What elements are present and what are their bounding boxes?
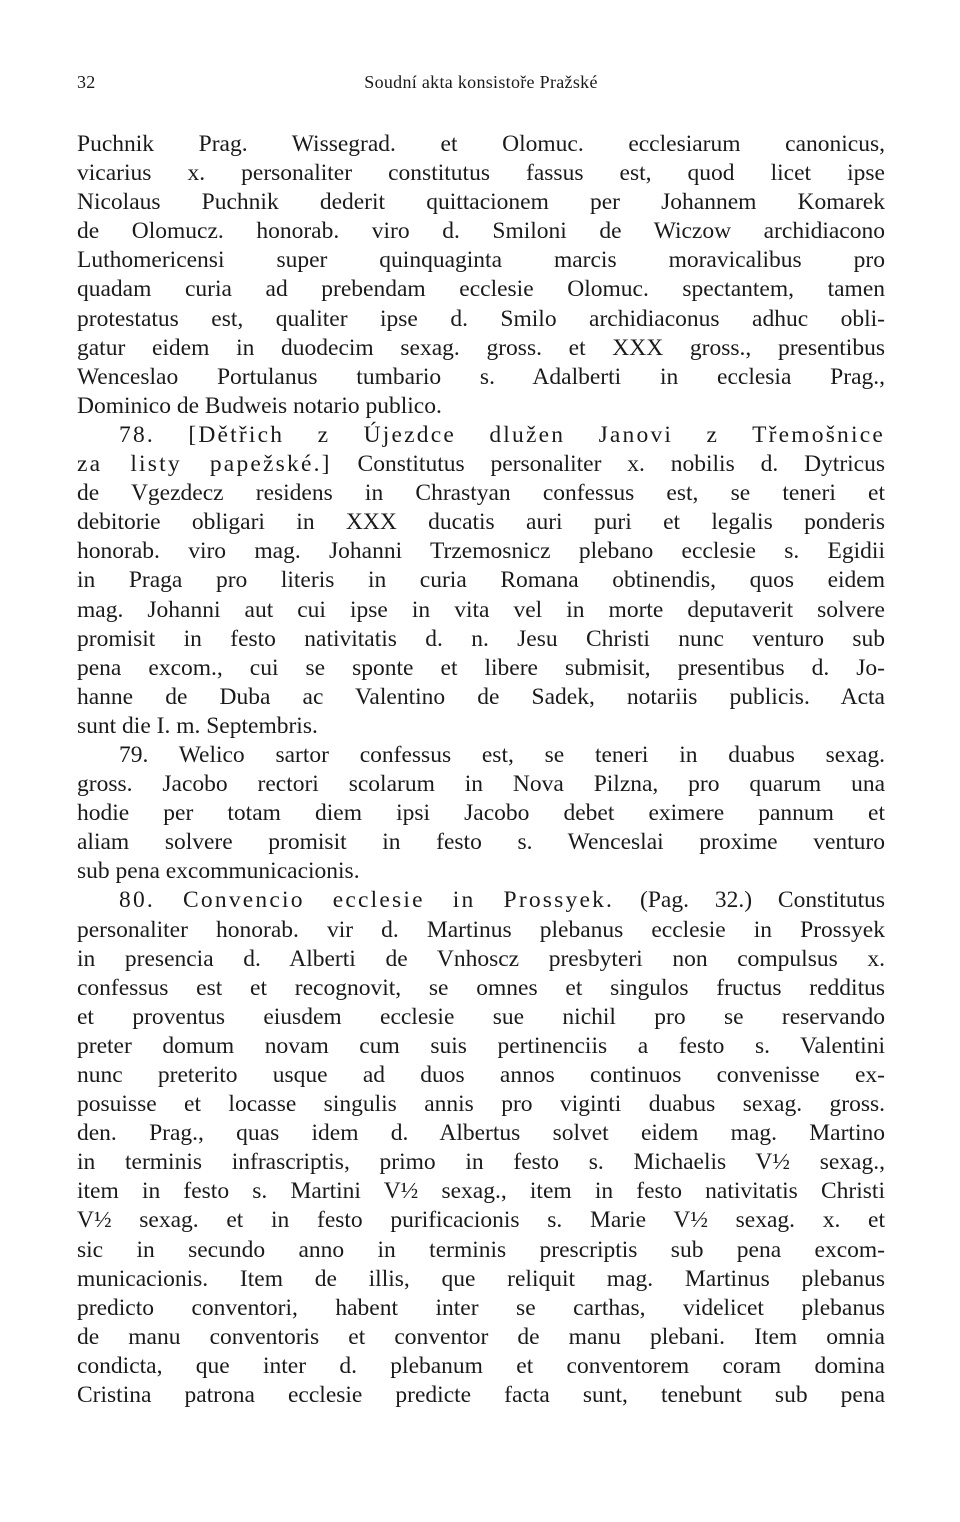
text-line bbox=[77, 217, 885, 246]
text-line bbox=[77, 508, 885, 537]
text-line bbox=[77, 916, 885, 945]
text-line bbox=[77, 334, 885, 363]
text-line bbox=[77, 1090, 885, 1119]
text-line bbox=[77, 363, 885, 392]
text-line bbox=[77, 450, 885, 479]
line-text: Dominico de Budweis notario publico. bbox=[77, 392, 442, 419]
text-line bbox=[77, 1323, 885, 1352]
text-line bbox=[77, 275, 885, 304]
text-line bbox=[77, 188, 885, 217]
line-text: (Pag. 32.) Constitutus bbox=[614, 887, 885, 914]
line-text: Puchnik Prag. Wissegrad. et Olomuc. ecclesiarum canonicus, bbox=[77, 131, 885, 157]
text-line bbox=[77, 392, 885, 421]
text-line bbox=[77, 1061, 885, 1090]
line-text: V½ sexag. et in festo purificacionis s. Marie V½ sexag. x. et bbox=[77, 1207, 885, 1234]
text-line bbox=[77, 770, 885, 799]
line-text: de manu conventoris et conventor de manu plebani. Item omnia bbox=[77, 1323, 885, 1350]
line-text: sunt die I. m. Septembris. bbox=[77, 712, 318, 739]
text-line bbox=[77, 1148, 885, 1177]
text-line bbox=[77, 799, 885, 828]
text-line bbox=[77, 1119, 885, 1148]
line-text: mag. Johanni aut cui ipse in vita vel in morte deputaverit solvere bbox=[77, 596, 885, 623]
line-text: condicta, que inter d. plebanum et conventorem coram domina bbox=[77, 1352, 885, 1379]
line-text: in presencia d. Alberti de Vnhoscz presbyteri non compulsus x. bbox=[77, 945, 885, 972]
line-text: personaliter honorab. vir d. Martinus plebanus ecclesie in Prossyek bbox=[77, 916, 885, 943]
line-text: Wenceslao Portulanus tumbario s. Adalberti in ecclesia Prag., bbox=[77, 363, 885, 390]
text-line bbox=[77, 596, 885, 625]
text-line bbox=[77, 654, 885, 683]
line-text: nunc preterito usque ad duos annos continuos convenisse ex- bbox=[77, 1062, 885, 1088]
line-text: 78. [Dětřich z Újezdce dlužen Janovi z Třemošnice bbox=[119, 421, 885, 448]
text-line bbox=[77, 1206, 885, 1235]
line-text: Nicolaus Puchnik dederit quittacionem per Johannem Komarek bbox=[77, 189, 885, 216]
line-text: et proventus eiusdem ecclesie sue nichil pro se reservando bbox=[77, 1003, 885, 1030]
line-text: hanne de Duba ac Valentino de Sadek, notariis publicis. Acta bbox=[77, 683, 885, 710]
text-line bbox=[77, 828, 885, 857]
body-text bbox=[77, 130, 885, 1410]
text-line bbox=[77, 1294, 885, 1323]
line-text: aliam solvere promisit in festo s. Wenceslai proxime venturo bbox=[77, 829, 885, 856]
text-line bbox=[77, 305, 885, 334]
text-line bbox=[77, 1381, 885, 1410]
text-line bbox=[77, 945, 885, 974]
line-text: confessus est et recognovit, se omnes et singulos fructus redditus bbox=[77, 974, 885, 1001]
text-line bbox=[77, 857, 885, 886]
text-line bbox=[77, 421, 885, 450]
text-line bbox=[77, 683, 885, 712]
text-line bbox=[77, 1032, 885, 1061]
line-text: pena excom., cui se sponte et libere submisit, presentibus d. Jo- bbox=[77, 654, 885, 681]
text-line bbox=[77, 741, 885, 770]
line-text: in Praga pro literis in curia Romana obtinendis, quos eidem bbox=[77, 567, 885, 594]
line-text: hodie per totam diem ipsi Jacobo debet eximere pannum et bbox=[77, 800, 885, 827]
line-text: de Vgezdecz residens in Chrastyan confessus est, se teneri et bbox=[77, 480, 885, 507]
line-text: 79. Welico sartor confessus est, se teneri in duabus sexag. bbox=[119, 741, 885, 768]
line-text: den. Prag., quas idem d. Albertus solvet eidem mag. Martino bbox=[77, 1120, 885, 1147]
text-line bbox=[77, 625, 885, 654]
page-number: 32 bbox=[77, 72, 96, 92]
line-text: honorab. viro mag. Johanni Trzemosnicz plebano ecclesie s. Egidii bbox=[77, 538, 885, 565]
text-line bbox=[77, 1177, 885, 1206]
line-text: Luthomericensi super quinquaginta marcis moravicalibus pro bbox=[77, 247, 885, 274]
text-line bbox=[77, 159, 885, 188]
line-text: gross. Jacobo rectori scolarum in Nova Pilzna, pro quarum una bbox=[77, 771, 885, 798]
running-title: Soudní akta konsistoře Pražské bbox=[364, 72, 598, 92]
text-line bbox=[77, 1003, 885, 1032]
text-line bbox=[77, 1236, 885, 1265]
line-text: protestatus est, qualiter ipse d. Smilo archidiaconus adhuc obli- bbox=[77, 305, 885, 332]
text-line bbox=[77, 130, 885, 159]
line-text: gatur eidem in duodecim sexag. gross. et XXX gross., presentibus bbox=[77, 334, 885, 361]
line-text: item in festo s. Martini V½ sexag., item in festo nativitatis Christi bbox=[77, 1178, 885, 1205]
text-line bbox=[77, 479, 885, 508]
line-text: vicarius x. personaliter constitutus fassus est, quod licet ipse bbox=[77, 160, 885, 187]
text-line bbox=[77, 566, 885, 595]
line-text: Cristina patrona ecclesie predicte facta sunt, tenebunt sub pena bbox=[77, 1382, 885, 1409]
spaced-heading: za listy papežské.] bbox=[77, 451, 332, 478]
line-text: predicto conventori, habent inter se carthas, videlicet plebanus bbox=[77, 1294, 885, 1321]
line-text: municacionis. Item de illis, que reliquit mag. Martinus plebanus bbox=[77, 1265, 885, 1292]
line-text: promisit in festo nativitatis d. n. Jesu Christi nunc venturo sub bbox=[77, 625, 885, 652]
line-text: quadam curia ad prebendam ecclesie Olomuc. spectantem, tamen bbox=[77, 276, 885, 303]
text-line bbox=[77, 974, 885, 1003]
text-line bbox=[77, 886, 885, 915]
text-line bbox=[77, 1352, 885, 1381]
text-line bbox=[77, 1265, 885, 1294]
text-line bbox=[77, 246, 885, 275]
line-text: Constitutus personaliter x. nobilis d. Dytricus bbox=[331, 451, 886, 478]
spaced-heading: 80. Convencio ecclesie in Prossyek. bbox=[119, 887, 615, 914]
line-text: de Olomucz. honorab. viro d. Smiloni de Wiczow archidiacono bbox=[77, 218, 885, 245]
line-text: in terminis infrascriptis, primo in festo s. Michaelis V½ sexag., bbox=[77, 1149, 885, 1176]
line-text: debitorie obligari in XXX ducatis auri puri et legalis ponderis bbox=[77, 509, 885, 536]
page-header bbox=[77, 72, 885, 98]
text-line bbox=[77, 537, 885, 566]
line-text: preter domum novam cum suis pertinenciis a festo s. Valentini bbox=[77, 1032, 885, 1059]
line-text: posuisse et locasse singulis annis pro viginti duabus sexag. gross. bbox=[77, 1091, 885, 1118]
line-text: sub pena excommunicacionis. bbox=[77, 858, 360, 885]
text-line bbox=[77, 712, 885, 741]
line-text: sic in secundo anno in terminis prescriptis sub pena excom- bbox=[77, 1236, 885, 1263]
